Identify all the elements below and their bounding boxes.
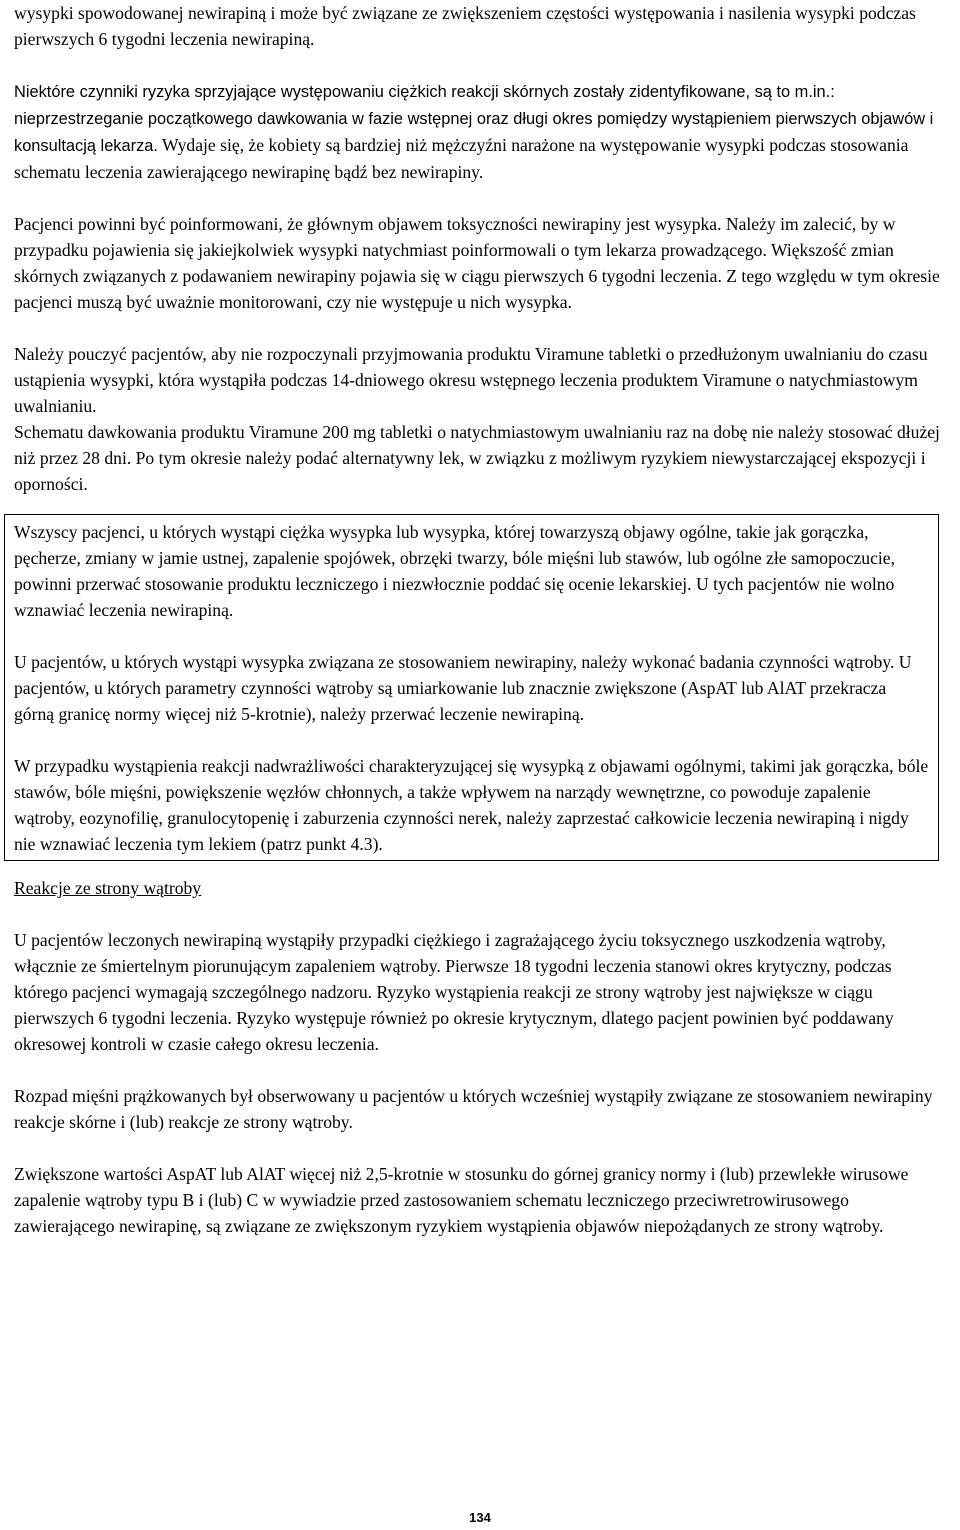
paragraph-dosing-schedule: Schematu dawkowania produktu Viramune 200 mg tabletki o natychmiastowym uwalnianiu raz na dobę nie należy stosować dłużej niż przez 28 dni. Po tym okresie należy podać alternatywny lek, w związku z możliwym ryzykiem niewystarczającej ekspozycji i oporności. — [14, 422, 940, 494]
paragraph-rhabdomyolysis: Rozpad mięśni prążkowanych był obserwowany u pacjentów u których wcześniej wystąpiły związane ze stosowaniem newirapiny reakcje skórne i (lub) reakcje ze strony wątroby. — [14, 1086, 933, 1132]
risk-factors-text: Niektóre czynniki ryzyka sprzyjające występowaniu ciężkich reakcji skórnych zostały zidentyfikowane, są to m.in.: nieprzestrzeganie początkowego dawkowania w fazie wstępnej oraz długi okres pomiędzy wystąpieniem pierwszych objawów i konsultacją lekarza. — [14, 83, 934, 155]
section-heading-liver: Reakcje ze strony wątroby — [14, 878, 202, 898]
paragraph-rash-continuation: wysypki spowodowanej newirapiną i może być związane ze zwiększeniem częstości występowania i nasilenia wysypki podczas pierwszych 6 tygodni leczenia newirapiną. — [14, 3, 916, 49]
paragraph-viramune-instruction: Należy pouczyć pacjentów, aby nie rozpoczynali przyjmowania produktu Viramune tabletki o przedłużonym uwalnianiu do czasu ustąpienia wysypki, która wystąpiła podczas 14-dniowego okresu wstępnego leczenia produktem Viramune o natychmiastowym uwalnianiu. — [14, 344, 928, 416]
box-paragraph-severe-rash: Wszyscy pacjenci, u których wystąpi ciężka wysypka lub wysypka, której towarzyszą objawy ogólne, takie jak gorączka, pęcherze, zmiany w jamie ustnej, zapalenie spojówek, obrzęki twarzy, bóle mięśni lub stawów, lub ogólne złe samopoczucie, powinni przerwać stosowanie produktu leczniczego i niezwłocznie poddać się ocenie lekarskiej. U tych pacjentów nie wolno wznawiać leczenia newirapiną. — [14, 522, 896, 620]
paragraph-aspat-alat: Zwiększone wartości AspAT lub AlAT więcej niż 2,5-krotnie w stosunku do górnej granicy normy i (lub) przewlekłe wirusowe zapalenie wątroby typu B i (lub) C w wywiadzie przed zastosowaniem schematu leczniczego przeciwretrowirusowego zawierającego newirapinę, są związane ze zwiększonym ryzykiem wystąpienia objawów niepożądanych ze strony wątroby. — [14, 1164, 909, 1236]
box-paragraph-liver-tests: U pacjentów, u których wystąpi wysypka związana ze stosowaniem newirapiny, należy wykonać badania czynności wątroby. U pacjentów, u których parametry czynności wątroby są umiarkowanie lub znacznie zwiększone (AspAT lub AlAT przekracza górną granicę normy więcej niż 5-krotnie), należy przerwać leczenie newirapiną. — [14, 652, 912, 724]
document-page — [14, 0, 944, 1239]
warning-box — [4, 514, 939, 861]
women-risk-text: Wydaje się, że kobiety są bardziej niż mężczyźni narażone na występowanie wysypki podczas stosowania schematu leczenia zawierającego newirapinę bądź bez newirapiny. — [14, 135, 909, 182]
page-number: 134 — [469, 1510, 491, 1525]
box-paragraph-hypersensitivity: W przypadku wystąpienia reakcji nadwrażliwości charakteryzującej się wysypką z objawami ogólnymi, takimi jak gorączka, bóle stawów, bóle mięśni, powiększenie węzłów chłonnych, a także wpływem na narządy wewnętrzne, co powoduje zapalenie wątroby, eozynofilię, granulocytopenię i zaburzenia czynności nerek, należy zaprzestać całkowicie leczenia newirapiną i nigdy nie wznawiać leczenia tym lekiem (patrz punkt 4.3). — [14, 756, 929, 854]
paragraph-patient-info: Pacjenci powinni być poinformowani, że głównym objawem toksyczności newirapiny jest wysypka. Należy im zalecić, by w przypadku pojawienia się jakiejkolwiek wysypki natychmiast poinformowali o tym lekarza prowadzącego. Większość zmian skórnych związanych z podawaniem newirapiny pojawia się w ciągu pierwszych 6 tygodni leczenia. Z tego względu w tym okresie pacjenci muszą być uważnie monitorowani, czy nie występuje u nich wysypka. — [14, 214, 940, 312]
paragraph-risk-factors — [14, 78, 944, 185]
paragraph-liver-toxicity: U pacjentów leczonych newirapiną wystąpiły przypadki ciężkiego i zagrażającego życiu toksycznego uszkodzenia wątroby, włącznie ze śmiertelnym piorunującym zapaleniem wątroby. Pierwsze 18 tygodni leczenia stanowi okres krytyczny, podczas którego pacjenci wymagają szczególnego nadzoru. Ryzyko wystąpienia reakcji ze strony wątroby jest największe w ciągu pierwszych 6 tygodni leczenia. Ryzyko występuje również po okresie krytycznym, dlatego pacjent powinien być poddawany okresowej kontroli w czasie całego okresu leczenia. — [14, 930, 894, 1054]
